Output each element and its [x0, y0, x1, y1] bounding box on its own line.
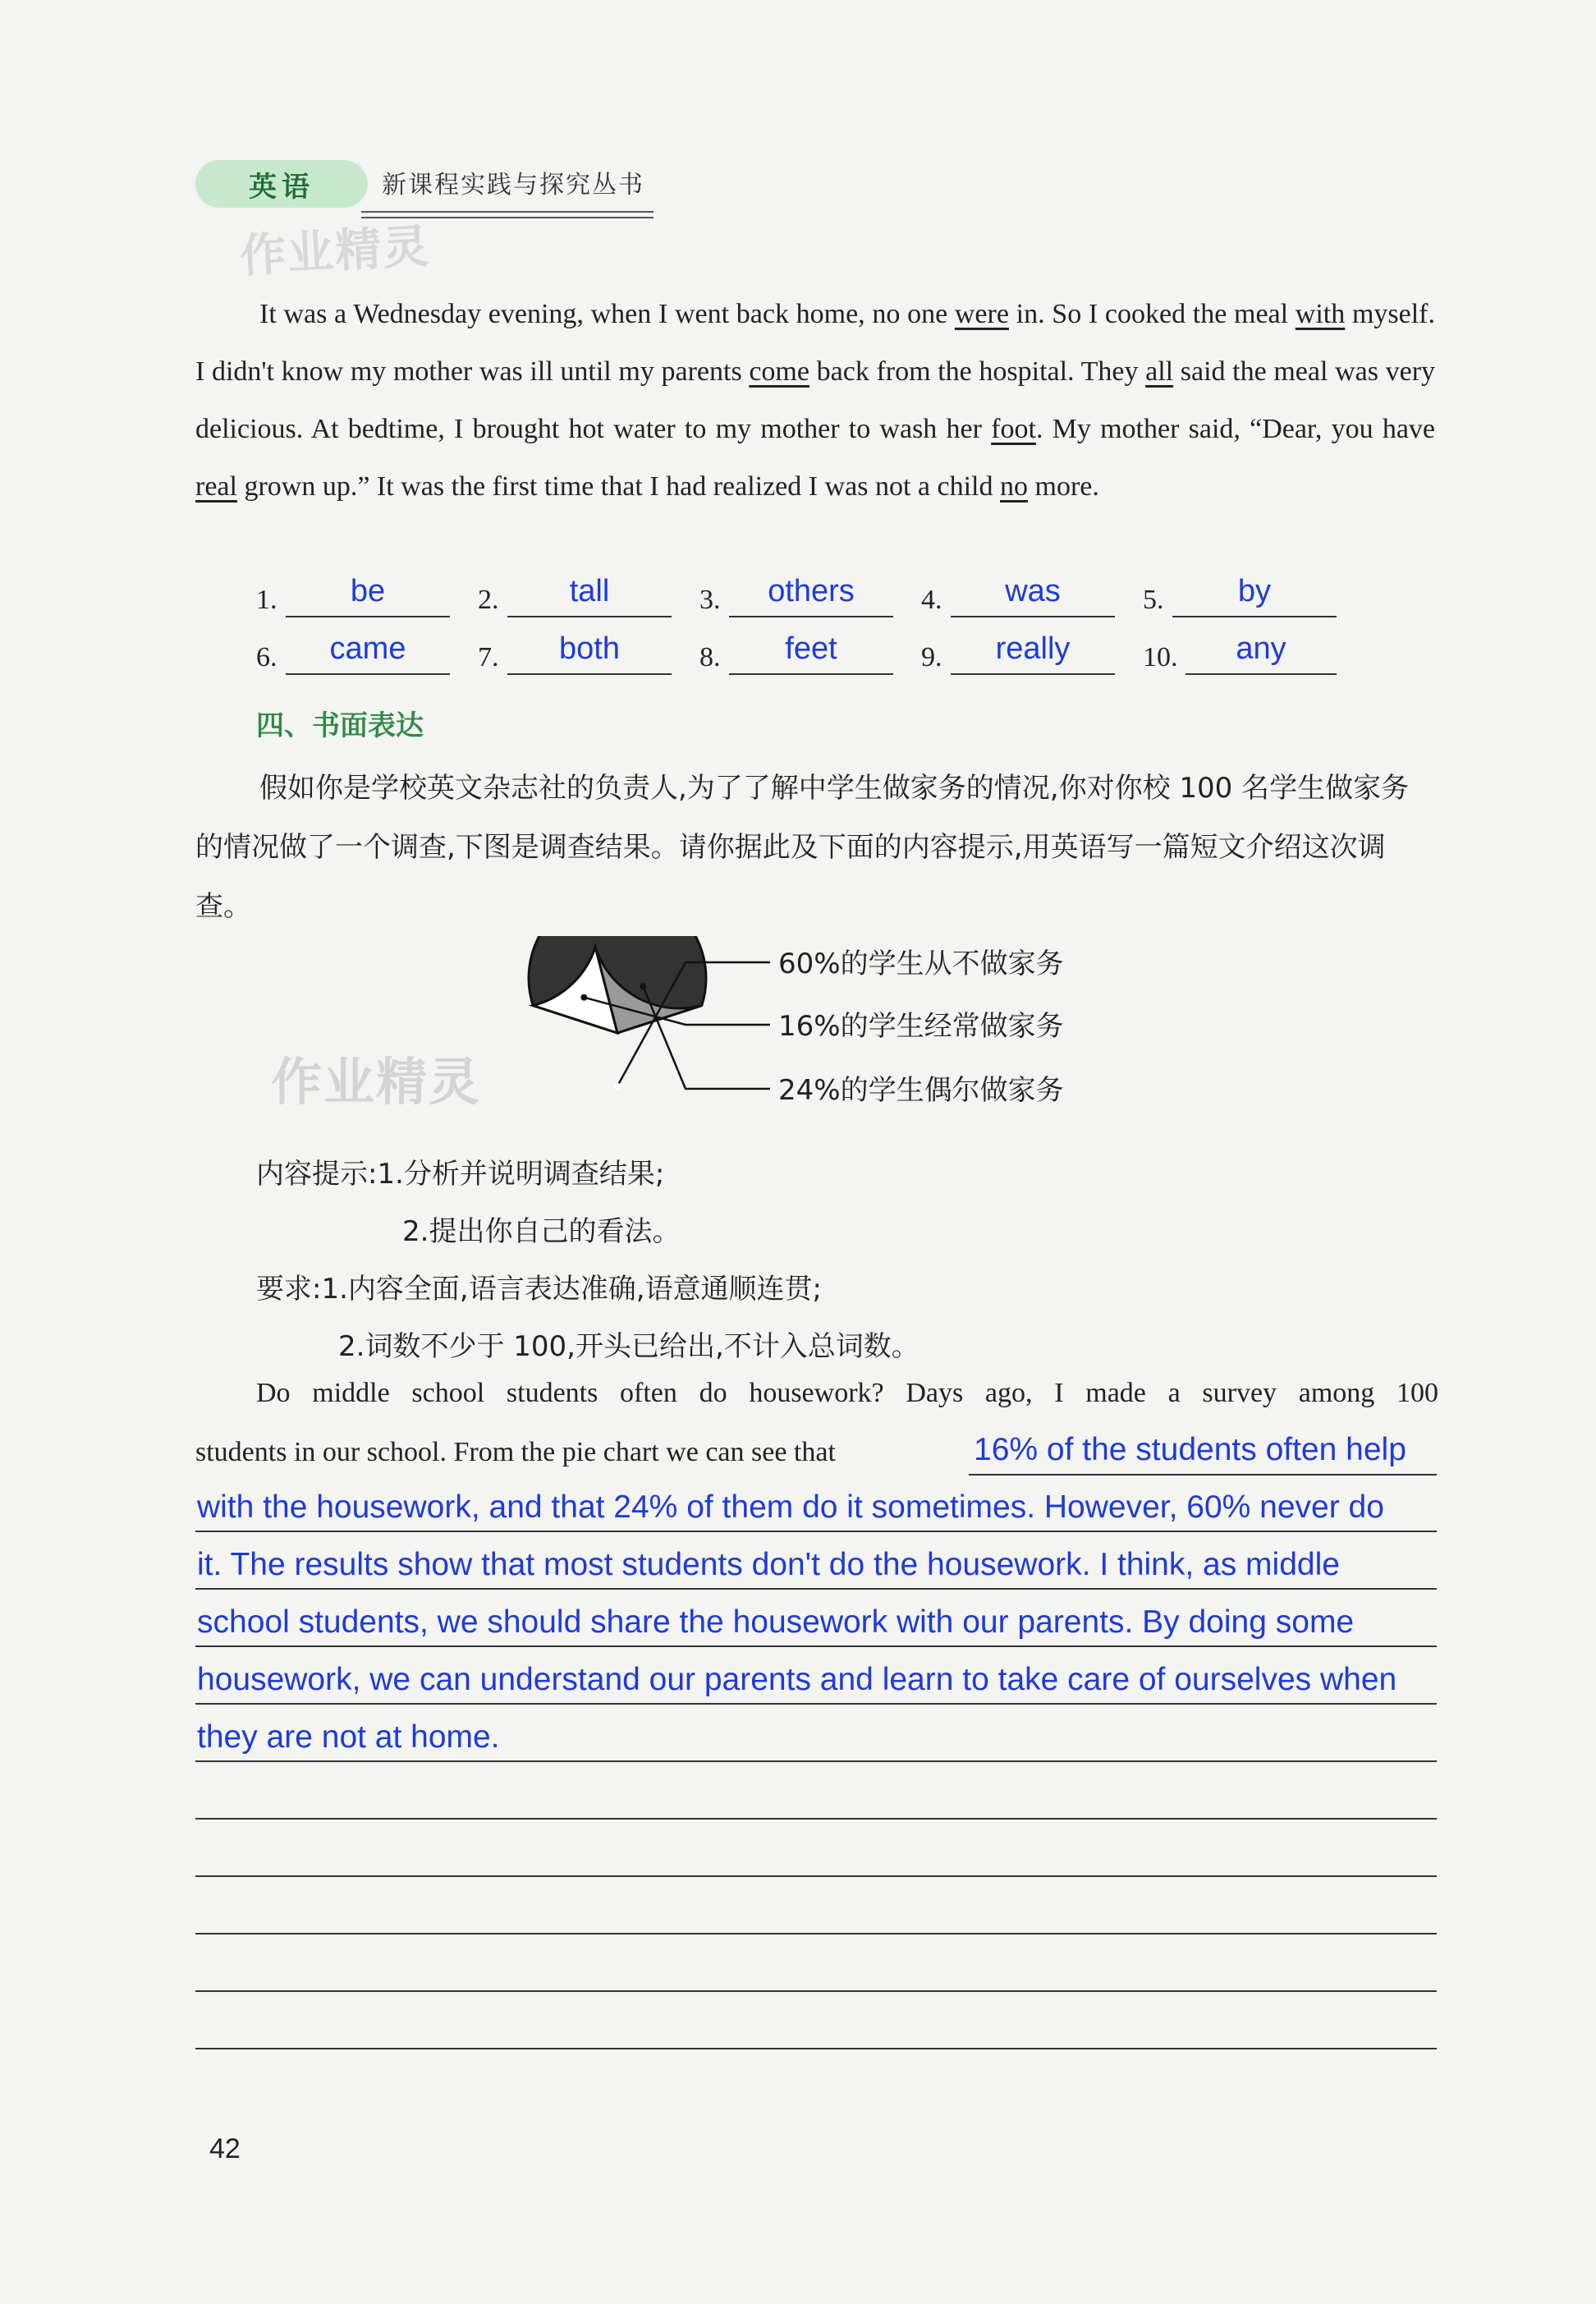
passage-text: back from the hospital. They	[809, 356, 1146, 387]
writing-line	[195, 1703, 1437, 1705]
writing-line	[195, 1933, 1437, 1935]
writing-line	[195, 2048, 1437, 2049]
answer-number: 3.	[699, 585, 721, 615]
answer-row	[256, 567, 1406, 624]
writing-prompt: 假如你是学校英文杂志社的负责人,为了了解中学生做家务的情况,你对你校 100 名学生做家务的情况做了一个调查,下图是调查结果。请你据此及下面的内容提示,用英语写一篇短文介绍这次调查。	[195, 772, 1410, 923]
answer-blank	[699, 624, 913, 682]
handwritten-answer: 16% of the students often help	[974, 1432, 1406, 1467]
leader-dot	[580, 994, 587, 1001]
passage-text: in. So I cooked the meal	[1008, 299, 1296, 329]
essay-given-line: students in our school. From the pie chart we can see that	[195, 1437, 836, 1467]
answer-value: others	[768, 574, 855, 608]
answer-blank	[478, 624, 691, 682]
error-word: come	[749, 356, 809, 387]
error-word: all	[1145, 356, 1174, 387]
answer-value: tall	[569, 574, 610, 608]
legend-label: 16%的学生经常做家务	[778, 1010, 1064, 1043]
writing-line	[195, 1645, 1437, 1647]
passage-text: more.	[1028, 471, 1099, 502]
passage	[195, 286, 1435, 516]
answer-value: be	[350, 574, 386, 608]
leader-dot	[640, 983, 646, 989]
answer-line	[507, 673, 672, 675]
answer-value: both	[559, 631, 620, 666]
answer-blank	[1143, 567, 1356, 624]
requirement-2: 2.词数不少于 100,开头已给出,不计入总词数。	[338, 1330, 920, 1363]
answer-row	[256, 624, 1406, 682]
answer-line	[951, 616, 1115, 617]
answer-line	[286, 616, 450, 617]
error-word: real	[195, 471, 237, 502]
handwritten-answer: with the housework, and that 24% of them do it sometimes. However, 60% never do	[197, 1489, 1384, 1525]
answer-number: 6.	[256, 642, 277, 672]
answer-value: really	[995, 631, 1071, 666]
answer-line	[729, 673, 893, 675]
answer-line	[286, 673, 450, 675]
error-word: were	[954, 299, 1009, 329]
answer-number: 1.	[256, 585, 277, 615]
legend-label: 60%的学生从不做家务	[778, 948, 1064, 980]
passage-text: . My mother said, “Dear, you have	[1035, 414, 1435, 444]
answer-blank	[478, 567, 691, 624]
writing-line	[195, 1875, 1437, 1877]
content-hint-1: 1.分析并说明调查结果;	[377, 1158, 665, 1191]
requirement-1: 1.内容全面,语言表达准确,语意通顺连贯;	[321, 1273, 822, 1306]
writing-line	[195, 1990, 1437, 1992]
handwritten-answer: they are not at home.	[197, 1719, 500, 1755]
answer-value: by	[1237, 574, 1272, 608]
passage-text: It was a Wednesday evening, when I went back home, no one	[259, 299, 955, 329]
answer-number: 8.	[699, 642, 721, 672]
answer-line	[1172, 616, 1337, 617]
answer-number: 2.	[478, 585, 499, 615]
answer-blank	[921, 624, 1135, 682]
watermark: 作业精灵	[238, 219, 432, 284]
content-hint-label: 内容提示:	[256, 1158, 378, 1191]
passage-text: grown up.” It was the first time that I had realized I was not a child	[236, 471, 1000, 502]
answer-line	[1186, 673, 1337, 675]
answer-blank	[1143, 624, 1356, 682]
answer-number: 4.	[921, 585, 942, 615]
answer-value: any	[1236, 631, 1286, 666]
answer-number: 5.	[1143, 585, 1164, 615]
content-hint	[256, 1151, 664, 1191]
answer-blank	[921, 567, 1135, 624]
error-word: with	[1295, 299, 1346, 329]
error-word: foot	[991, 414, 1036, 444]
subject-badge: 英语	[195, 160, 368, 208]
answer-blank	[699, 567, 913, 624]
requirement	[256, 1266, 822, 1306]
essay-given-line: Do middle school students often do housework? Days ago, I made a survey among 100	[256, 1378, 1438, 1408]
answer-line	[507, 616, 672, 617]
content-hint-2: 2.提出你自己的看法。	[402, 1215, 681, 1248]
writing-line	[195, 1531, 1437, 1532]
handwritten-answer: school students, we should share the housework with our parents. By doing some	[197, 1604, 1355, 1640]
answer-blank	[256, 624, 470, 682]
writing-line	[195, 1760, 1437, 1762]
series-title: 新课程实践与探究丛书	[382, 171, 644, 200]
answer-number: 10.	[1143, 642, 1178, 672]
writing-line	[195, 1588, 1437, 1590]
page-number: 42	[209, 2133, 241, 2164]
answer-value: feet	[785, 631, 837, 666]
error-word: no	[1000, 471, 1028, 502]
leader-dot	[614, 1083, 621, 1090]
requirement-label: 要求:	[256, 1273, 322, 1306]
passage-text: said the meal was very delicious. At bedtime, I brought hot water to my mother to wash her	[195, 356, 1436, 444]
writing-line	[195, 1818, 1437, 1820]
legend-label: 24%的学生偶尔做家务	[778, 1074, 1064, 1107]
answer-value: came	[329, 631, 406, 666]
handwritten-answer: housework, we can understand our parents and learn to take care of ourselves when	[197, 1662, 1397, 1697]
answer-line	[729, 616, 893, 617]
writing-line	[969, 1474, 1437, 1476]
watermark: 作业精灵	[271, 1052, 482, 1112]
answer-line	[951, 673, 1115, 675]
answer-number: 9.	[921, 642, 942, 672]
handwritten-answer: it. The results show that most students don't do the housework. I think, as middle	[197, 1547, 1340, 1582]
section-title: 四、书面表达	[256, 709, 424, 742]
passage-text: myself. I didn't know my mother was ill until my parents	[195, 299, 1435, 387]
answer-number: 7.	[478, 642, 499, 672]
answer-value: was	[1005, 574, 1061, 608]
answer-blank	[256, 567, 470, 624]
